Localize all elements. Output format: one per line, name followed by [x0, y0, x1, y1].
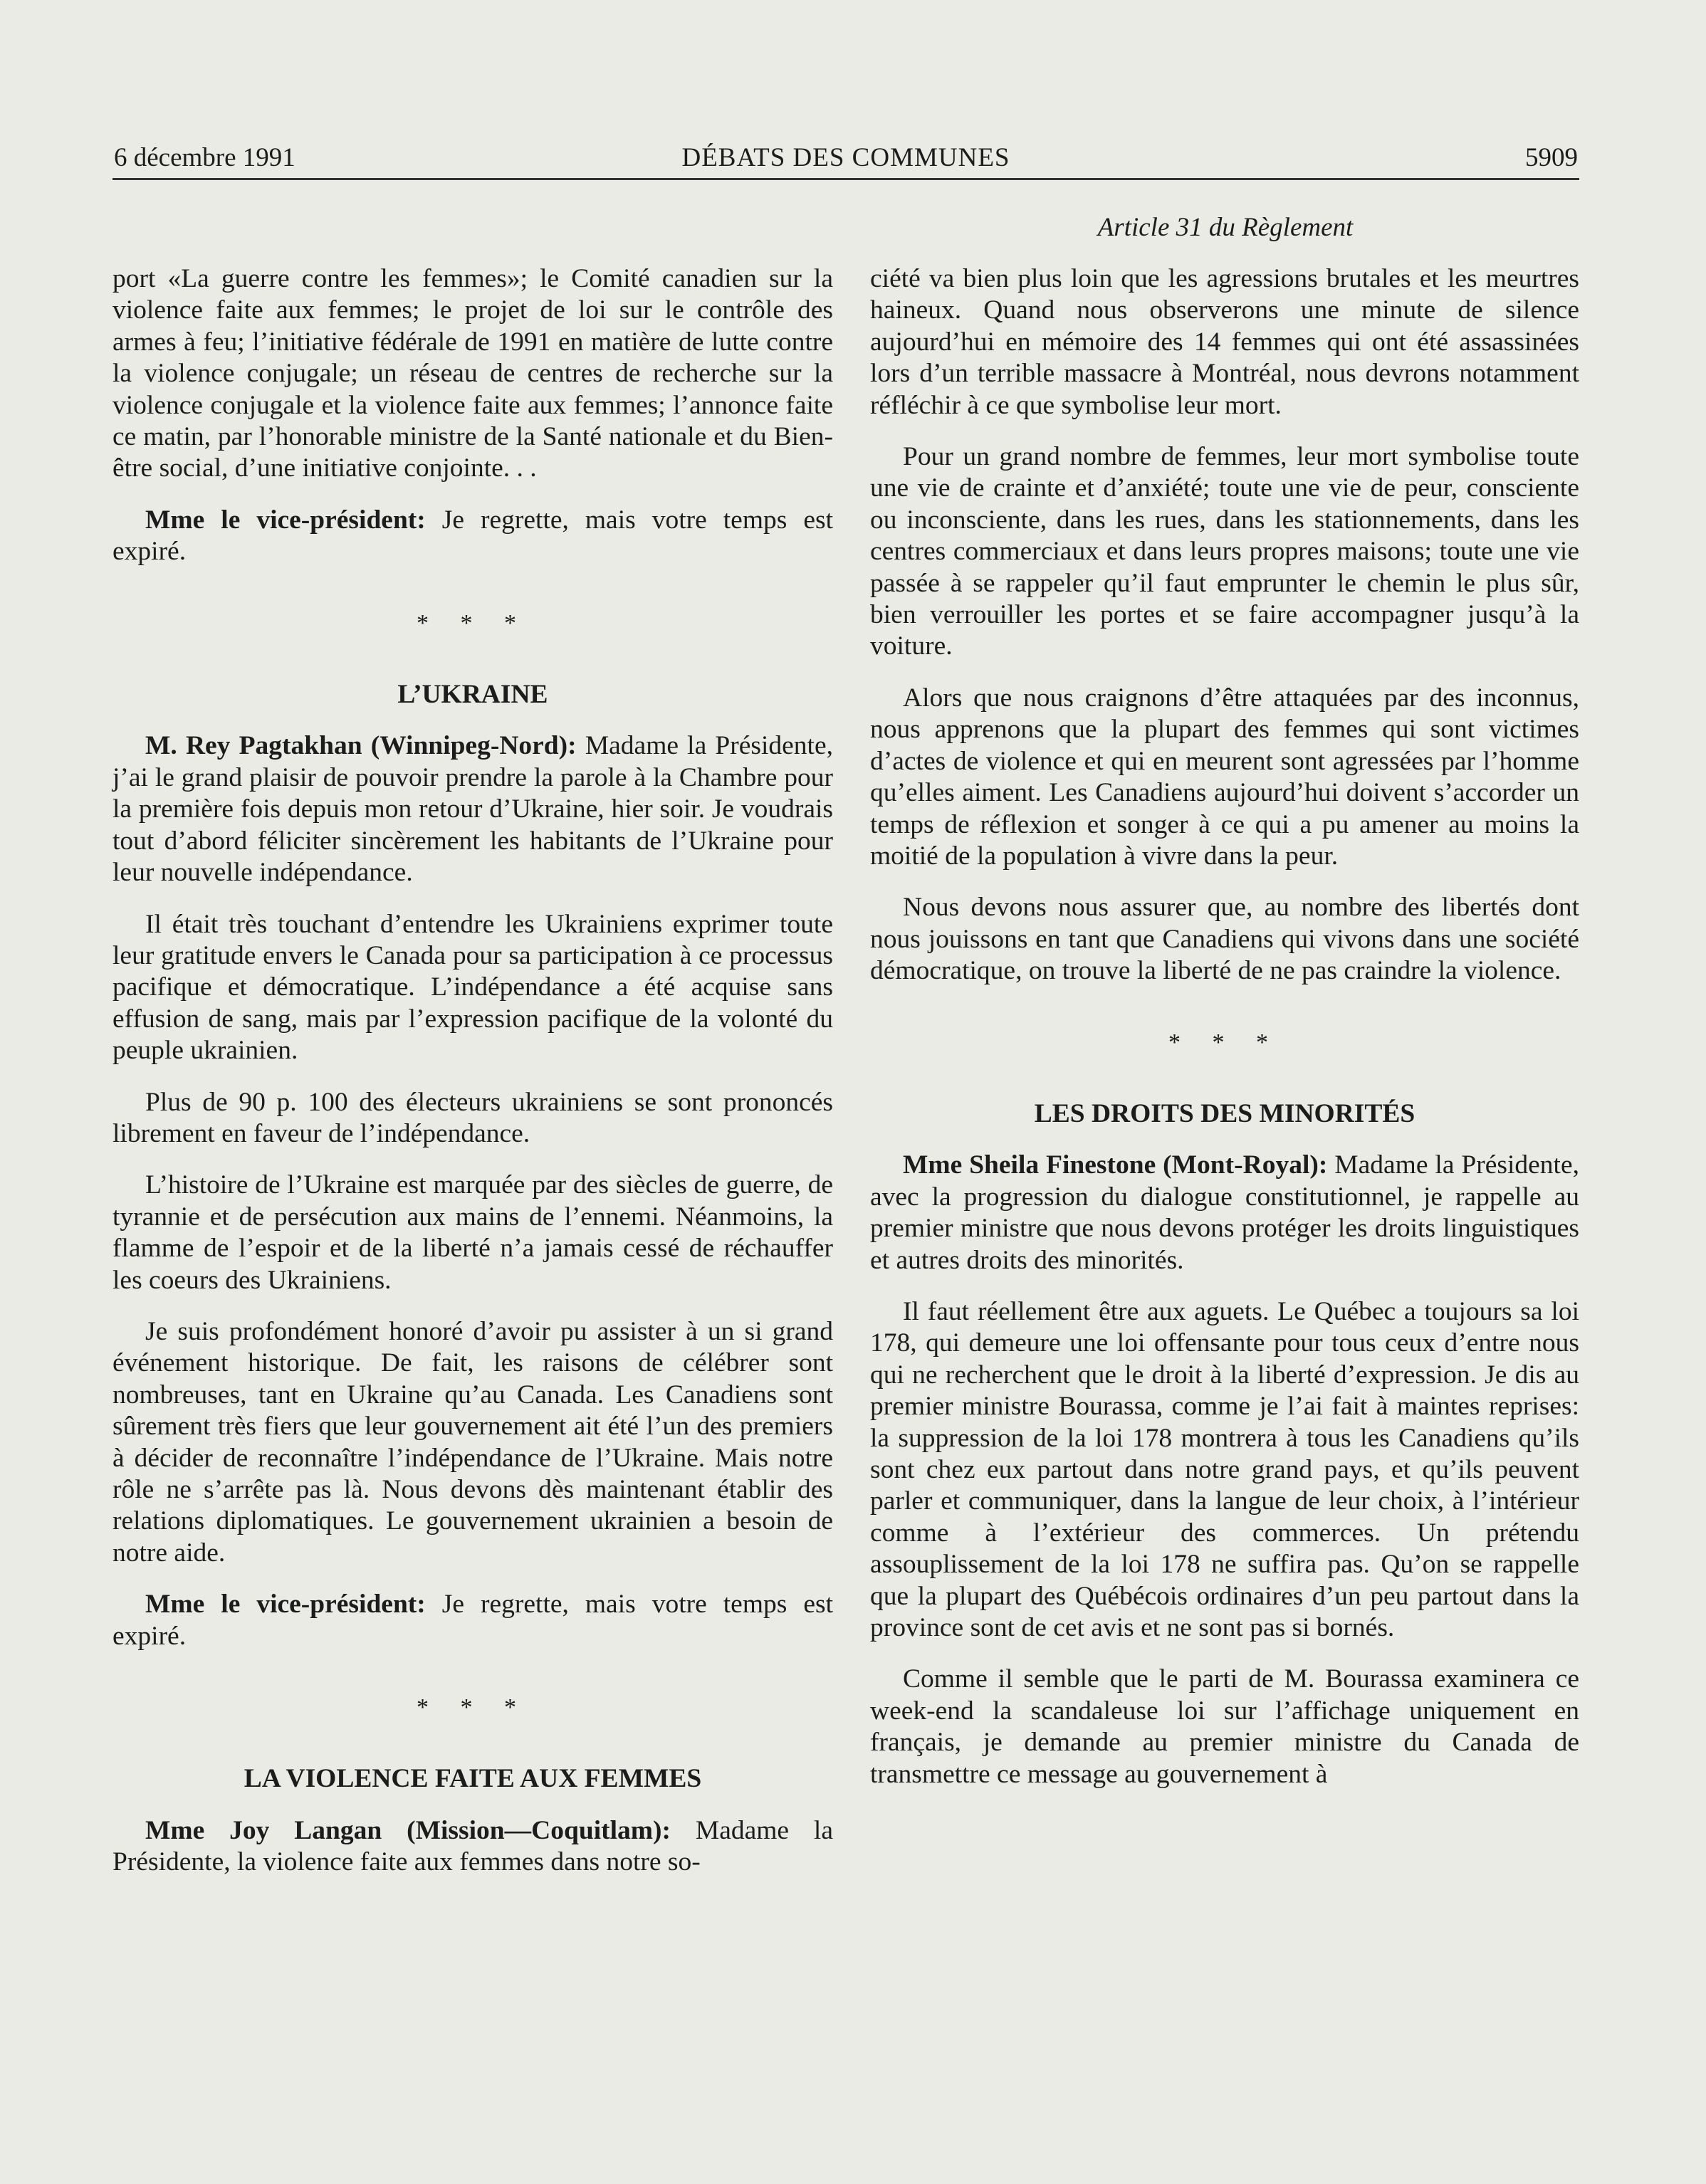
header-title: DÉBATS DES COMMUNES: [681, 143, 1010, 172]
speaker-paragraph: [112, 730, 833, 888]
header-date: 6 décembre 1991: [114, 143, 295, 172]
speaker-paragraph: [112, 1815, 833, 1879]
paragraph: Nous devons nous assurer que, au nombre des libertés dont nous jouissons en tant que Canadiens qui vivons dans une société démocratique, on trouve la liberté de ne pas craindre la violence.: [870, 893, 1579, 986]
speaker-name: Mme le vice-président:: [145, 505, 426, 535]
section-separator: * * *: [417, 609, 529, 636]
section-heading: LA VIOLENCE FAITE AUX FEMMES: [244, 1764, 702, 1794]
speaker-name: M. Rey Pagtakhan (Winnipeg-Nord):: [145, 731, 577, 761]
speaker-paragraph: [870, 1150, 1579, 1276]
right-column: [870, 263, 1579, 1790]
speech-text: Madame la Présidente, avec la progression du dialogue constitutionnel, je rappelle au premier ministre que nous devons protéger les droits linguistiques et autres droits des minorités.: [870, 1150, 1579, 1275]
header-rule: [112, 178, 1579, 180]
paragraph: Pour un grand nombre de femmes, leur mort symbolise toute une vie de crainte et d’anxiété; toute une vie de peur, consciente ou inconsciente, dans les rues, dans les stationnements, dans les centres commerciaux et dans leurs propres maisons; toute une vie passée à se rappeler qu’il faut emprunter le chemin le plus sûr, bien verrouiller les portes et se faire accompagner jusqu’à la voiture.: [870, 442, 1579, 661]
speaker-name: Mme le vice-président:: [145, 1590, 426, 1619]
speaker-name: Mme Joy Langan (Mission—Coquitlam):: [145, 1815, 671, 1845]
paragraph: L’histoire de l’Ukraine est marquée par des siècles de guerre, de tyrannie et de persécution aux mains de l’ennemi. Néanmoins, la flamme de l’espoir et de la liberté n’a jamais cessé de réchauffer les coeurs des Ukrainiens.: [112, 1170, 833, 1295]
section-separator: * * *: [417, 1694, 529, 1721]
section-subheader: Article 31 du Règlement: [1097, 213, 1354, 242]
section-heading: LES DROITS DES MINORITÉS: [1034, 1098, 1415, 1128]
page-header: [112, 137, 1579, 179]
speech-text: Madame la Présidente, la violence faite aux femmes dans notre so-: [112, 1815, 833, 1877]
left-column: [112, 263, 833, 1879]
speech-text: Je regrette, mais votre temps est expiré.: [112, 505, 833, 567]
paragraph: Il faut réellement être aux aguets. Le Québec a toujours sa loi 178, qui demeure une loi offensante pour tous ceux d’entre nous qui ne recherchent que le droit à la liberté d’expression. Je dis au premier ministre Bourassa, comme je l’ai fait à maintes reprises: la suppression de la loi 178 montrera à tous les Canadiens qu’ils sont chez eux partout dans notre grand pays, et qu’ils peuvent parler et communiquer, dans la langue de leur choix, à l’intérieur comme à l’extérieur des commerces. Un prétendu assouplissement de la loi 178 ne suffira pas. Qu’on se rappelle que la plupart des Québécois ordinaires d’un peu partout dans la province sont de cet avis et ne sont pas si bornés.: [870, 1296, 1579, 1643]
section-heading: L’UKRAINE: [397, 680, 548, 710]
paragraph: ciété va bien plus loin que les agressions brutales et les meurtres haineux. Quand nous observerons une minute de silence aujourd’hui en mémoire des 14 femmes qui ont été assassinées lors d’un terrible massacre à Montréal, nous devrons notamment réfléchir à ce que symbolise leur mort.: [870, 264, 1579, 420]
section-separator: * * *: [1168, 1029, 1281, 1056]
speaker-paragraph: [112, 1589, 833, 1652]
speaker-name: Mme Sheila Finestone (Mont-Royal):: [903, 1150, 1328, 1180]
speech-text: Madame la Présidente, j’ai le grand plaisir de pouvoir prendre la parole à la Chambre pour la première fois depuis mon retour d’Ukraine, hier soir. Je voudrais tout d’abord féliciter sincèrement les habitants de l’Ukraine pour leur nouvelle indépendance.: [112, 731, 833, 888]
paragraph: Il était très touchant d’entendre les Ukrainiens exprimer toute leur gratitude envers le Canada pour sa participation à ce processus pacifique et démocratique. L’indépendance a été acquise sans effusion de sang, mais par l’expression pacifique de la volonté du peuple ukrainien.: [112, 909, 833, 1066]
speech-text: Je regrette, mais votre temps est expiré.: [112, 1590, 833, 1651]
paragraph: Je suis profondément honoré d’avoir pu assister à un si grand événement historique. De fait, les raisons de célébrer sont nombreuses, tant en Ukraine qu’au Canada. Les Canadiens sont sûrement très fiers que leur gouvernement ait été l’un des premiers à décider de reconnaître l’indépendance de l’Ukraine. Mais notre rôle ne s’arrête pas là. Nous devons dès maintenant établir des relations diplomatiques. Le gouvernement ukrainien a besoin de notre aide.: [112, 1316, 833, 1568]
paragraph: Alors que nous craignons d’être attaquées par des inconnus, nous apprenons que la plupart des femmes qui sont victimes d’actes de violence et qui en meurent sont agressées par l’homme qu’elles aiment. Les Canadiens aujourd’hui doivent s’accorder un temps de réflexion et songer à ce qui a pu amener au moins la moitié de la population à vivre dans la peur.: [870, 683, 1579, 871]
paragraph: port «La guerre contre les femmes»; le Comité canadien sur la violence faite aux femmes; le projet de loi sur le contrôle des armes à feu; l’initiative fédérale de 1991 en matière de lutte contre la violence conjugale; un réseau de centres de recherche sur la violence conjugale et la violence faite aux femmes; l’annonce faite ce matin, par l’honorable ministre de la Santé nationale et du Bien-être social, d’une initiative conjointe. . .: [112, 264, 833, 483]
paragraph: Comme il semble que le parti de M. Bourassa examinera ce week-end la scandaleuse loi sur l’affichage uniquement en français, je demande au premier ministre du Canada de transmettre ce message au gouvernement à: [870, 1664, 1579, 1789]
paragraph: Plus de 90 p. 100 des électeurs ukrainiens se sont prononcés librement en faveur de l’indépendance.: [112, 1087, 833, 1148]
page-number: 5909: [1525, 143, 1578, 172]
speaker-paragraph: [112, 505, 833, 568]
